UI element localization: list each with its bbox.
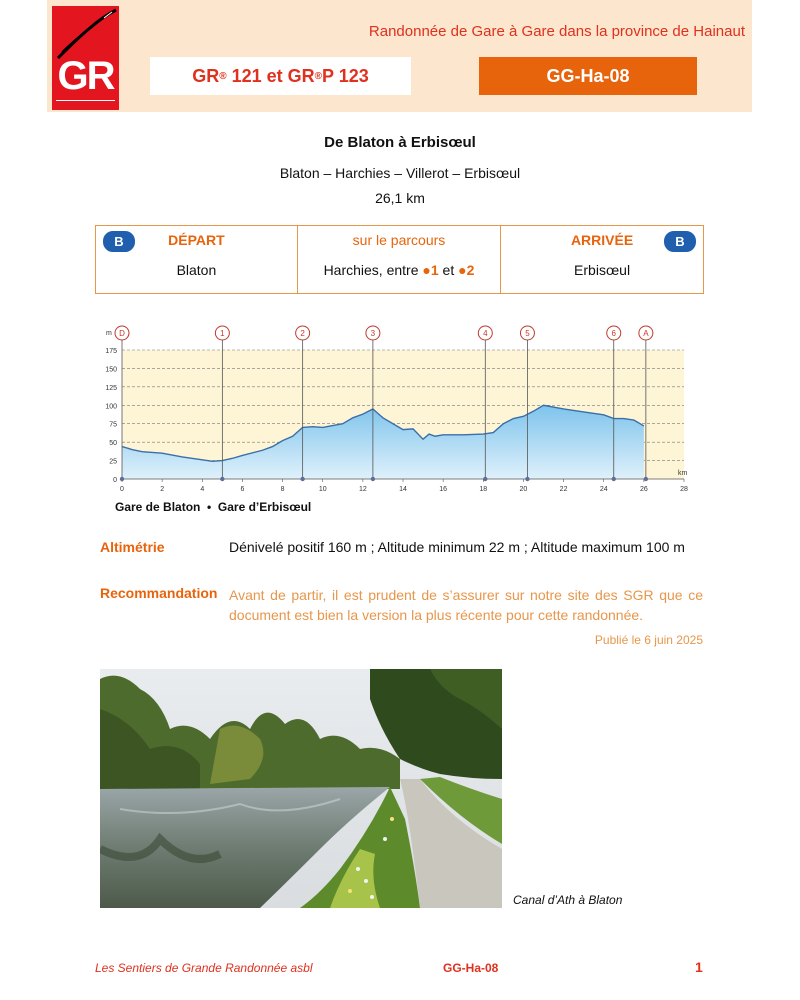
recommendation-label: Recommandation	[100, 585, 218, 601]
trip-table	[95, 225, 704, 294]
x-tick-label: 18	[479, 486, 488, 493]
waypoint-marker	[612, 477, 616, 481]
x-tick-label: 4	[200, 486, 205, 493]
page-number: 1	[695, 959, 703, 975]
published-date: Publié le 6 juin 2025	[594, 633, 703, 647]
y-tick-label: 125	[105, 384, 117, 392]
midway-label: sur le parcours	[352, 232, 446, 248]
x-tick-label: 12	[358, 486, 367, 493]
waypoint-marker	[371, 477, 375, 481]
train-icon: B	[103, 231, 135, 252]
x-tick-label: 10	[318, 486, 327, 493]
gr-part2: 121 et GR	[226, 65, 315, 86]
waypoint-label: A	[643, 329, 649, 338]
y-tick-label: 0	[113, 477, 117, 484]
midway-point-1: ●1	[422, 262, 439, 278]
gr-routes-box	[150, 57, 411, 95]
x-tick-label: 20	[519, 486, 528, 493]
waypoint-marker	[483, 477, 487, 481]
waypoint-marker	[644, 477, 648, 481]
train-icon: B	[664, 231, 696, 252]
arrival-value: Erbisœul	[574, 262, 631, 278]
route-code-box: GG-Ha-08	[479, 57, 697, 95]
waypoint-label: D	[119, 329, 125, 338]
y-tick-label: 100	[105, 403, 117, 411]
waypoint-label: 4	[483, 329, 488, 338]
waypoint-label: 6	[611, 329, 616, 338]
altimetry-label: Altimétrie	[100, 539, 165, 555]
waypoint-marker	[525, 477, 529, 481]
gr-part1: GR	[192, 65, 220, 86]
recommendation-text: Avant de partir, il est prudent de s’assurer sur notre site des SGR que ce document est bien la version la plus récente pour cette randonnée.	[229, 587, 703, 623]
x-tick-label: 26	[639, 486, 648, 493]
x-tick-label: 8	[280, 486, 285, 493]
header-banner	[47, 0, 752, 112]
midway-cell	[297, 226, 500, 294]
y-axis-label: m	[106, 330, 112, 337]
arrival-label: ARRIVÉE	[570, 232, 634, 248]
altimetry-value: Dénivelé positif 160 m ; Altitude minimum 22 m ; Altitude maximum 100 m	[229, 539, 685, 555]
x-tick-label: 6	[240, 486, 245, 493]
x-tick-label: 24	[599, 486, 608, 493]
midway-prefix: Harchies, entre	[323, 262, 423, 278]
x-tick-label: 16	[439, 486, 448, 493]
midway-point-2: ●2	[458, 262, 475, 278]
waypoint-label: 1	[220, 329, 225, 338]
itinerary-distance: 26,1 km	[375, 190, 425, 206]
y-tick-label: 75	[109, 421, 117, 429]
elevation-profile-chart	[100, 320, 700, 500]
header-tagline: Randonnée de Gare à Gare dans la province de Hainaut	[368, 23, 745, 40]
waypoint-marker	[120, 477, 124, 481]
stations-line: Gare de Blaton • Gare d’Erbisœul	[115, 500, 312, 514]
departure-value: Blaton	[176, 262, 217, 278]
y-tick-label: 50	[109, 440, 117, 448]
x-tick-label: 28	[680, 486, 688, 493]
x-tick-label: 14	[399, 486, 407, 493]
footer-code: GG-Ha-08	[443, 961, 499, 975]
gr-reg2: ®	[314, 70, 323, 82]
waypoint-marker	[300, 477, 304, 481]
logo-subtext	[56, 100, 115, 107]
footer-organization: Les Sentiers de Grande Randonnée asbl	[95, 961, 313, 975]
arrival-cell	[501, 226, 704, 294]
x-tick-label: 2	[160, 486, 165, 493]
departure-label: DÉPART	[168, 232, 225, 248]
itinerary-title: De Blaton à Erbisœul	[324, 134, 476, 151]
y-tick-label: 175	[105, 348, 117, 355]
y-tick-label: 25	[109, 458, 117, 466]
x-tick-label: 0	[120, 486, 124, 493]
waypoint-marker	[220, 477, 224, 481]
x-tick-label: 22	[559, 486, 568, 493]
waypoint-label: 2	[300, 329, 305, 338]
departure-cell	[96, 226, 298, 294]
gr-part3: P 123	[322, 65, 369, 86]
x-axis-label: km	[678, 470, 688, 477]
waypoint-label: 5	[525, 329, 530, 338]
midway-and: et	[438, 262, 459, 278]
itinerary-route: Blaton – Harchies – Villerot – Erbisœul	[279, 165, 521, 181]
gr-reg1: ®	[219, 70, 227, 82]
logo-text: GR	[57, 54, 114, 98]
waypoint-label: 3	[370, 329, 376, 338]
gr-logo	[52, 6, 119, 110]
photo-caption: Canal d’Ath à Blaton	[513, 893, 623, 907]
canal-photo	[100, 669, 502, 908]
y-tick-label: 150	[105, 366, 117, 374]
